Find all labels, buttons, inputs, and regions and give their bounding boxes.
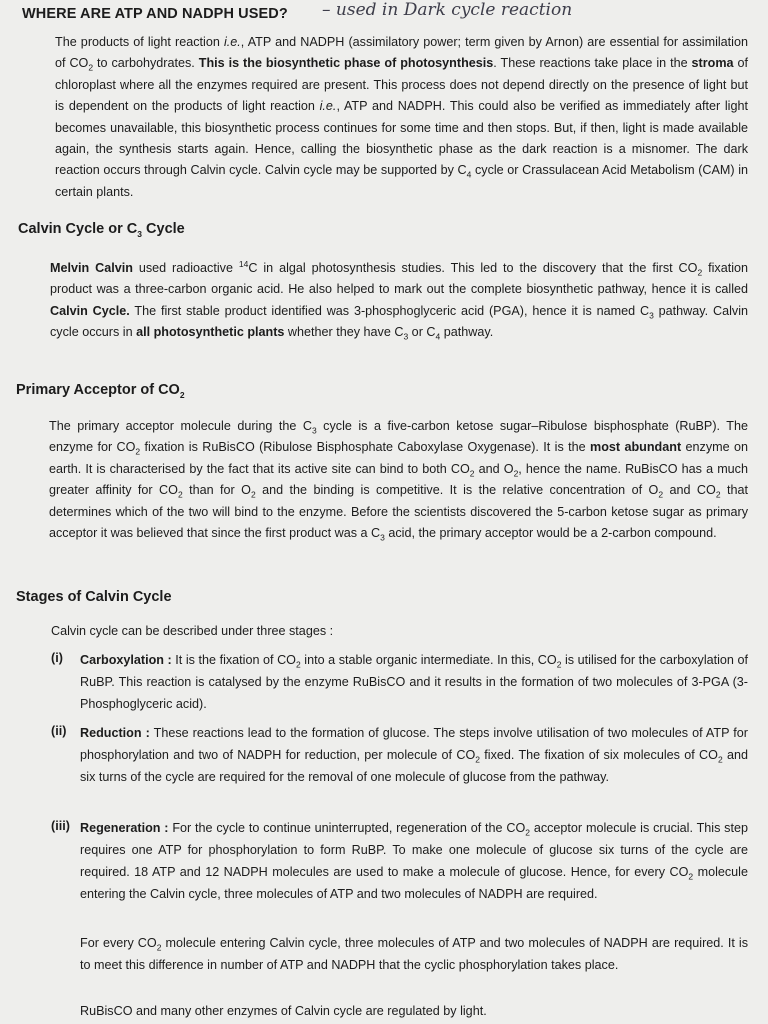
handwritten-annotation: – used in Dark cycle reaction: [322, 0, 573, 20]
stage-number-iii: (iii): [51, 819, 70, 833]
section-heading-primary-acceptor: Primary Acceptor of $CO_2$: [16, 382, 185, 400]
stage-reduction: Reduction : These reactions lead to the formation of glucose. The steps involve utilisation of two molecules of ATP for phosphorylation and two of NADPH for reduction, per molecule of $CO_2$ fixed. The fixation of six molecules of $CO_2$ and six turns of the cycle are required for the removal of one molecule of glucose from the pathway.: [80, 726, 749, 784]
section-heading-calvin-cycle: Calvin Cycle or $C_3$ Cycle: [18, 221, 185, 239]
paragraph-primary-acceptor: The primary acceptor molecule during the $C_3$ cycle is a five-carbon ketose sugar–Ribulose bisphosphate (RuBP). The enzyme for $CO_2$ fixation is RuBisCO (Ribulose Bisphosphate Caboxylase Oxygenase). It is the most abundant enzyme on earth. It is characterised by the fact that its active site can bind to both $CO_2$ and $O_2$, hence the name. RuBisCO has a much greater affinity for $CO_2$ than for $O_2$ and the binding is competitive. It is the relative concentration of $O_2$ and $CO_2$ that determines which of the two will bind to the enzyme. Before the scientists discovered the 5-carbon ketose sugar as primary acceptor it was believed that since the first product was a $C_3$ acid, the primary acceptor would be a 2-carbon compound.: [49, 419, 748, 543]
stage-carboxylation: Carboxylation : It is the fixation of $CO_2$ into a stable organic intermediate. In this, $CO_2$ is utilised for the carboxylation of RuBP. This reaction is catalysed by the enzyme RuBisCO and it results in the formation of two molecules of 3-PGA (3-Phosphoglyceric acid).: [80, 653, 748, 711]
stage-number-ii: (ii): [51, 724, 67, 738]
stage-number-i: (i): [51, 651, 63, 665]
paragraph-calvin-cycle: Melvin Calvin used radioactive $^{14}$C in algal photosynthesis studies. This led to the discovery that the first $CO_2$ fixation product was a three-carbon organic acid. He also helped to mark out the complete biosynthetic pathway, hence it is called Calvin Cycle. The first stable product identified was 3-phosphoglyceric acid (PGA), hence it is named $C_3$ pathway. Calvin cycle occurs in all photosynthetic plants whether they have $C_3$ or $C_4$ pathway.: [50, 258, 749, 342]
paragraph-cyclic-phosphorylation: For every $CO_2$ molecule entering Calvin cycle, three molecules of ATP and two molecules of NADPH are required. It is to meet this difference in number of ATP and NADPH that the cyclic phosphorylation takes place.: [80, 936, 748, 972]
footer-line: RuBisCO and many other enzymes of Calvin cycle are regulated by light.: [80, 1004, 487, 1018]
section-heading-atp-nadph: WHERE ARE ATP AND NADPH USED?: [22, 6, 288, 22]
stage-regeneration: Regeneration : For the cycle to continue uninterrupted, regeneration of the $CO_2$ acceptor molecule is crucial. This step requires one ATP for phosphorylation to form RuBP. To make one molecule of glucose six turns of the cycle are required. 18 ATP and 12 NADPH molecules are used to make a molecule of glucose. Hence, for every $CO_2$ molecule entering the Calvin cycle, three molecules of ATP and two molecules of NADPH are required.: [80, 821, 748, 901]
section-heading-stages: Stages of Calvin Cycle: [16, 589, 172, 605]
stages-intro-text: Calvin cycle can be described under three stages :: [51, 624, 334, 638]
paragraph-atp-nadph: The products of light reaction i.e., ATP and NADPH (assimilatory power; term given by Arnon) are essential for assimilation of $CO_2$ to carbohydrates. This is the biosynthetic phase of photosynthesis. These reactions take place in the stroma of chloroplast where all the enzymes required are present. This process does not depend directly on the presence of light but is dependent on the products of light reaction i.e., ATP and NADPH. This could also be verified as immediately after light becomes unavailable, this biosynthetic process continues for some time and then stops. But, if then, light is made available again, the synthesis starts again. Hence, calling the biosynthetic phase as the dark reaction is a misnomer. The dark reaction occurs through Calvin cycle. Calvin cycle may be supported by $C_4$ cycle or Crassulacean Acid Metabolism (CAM) in certain plants.: [55, 35, 749, 199]
